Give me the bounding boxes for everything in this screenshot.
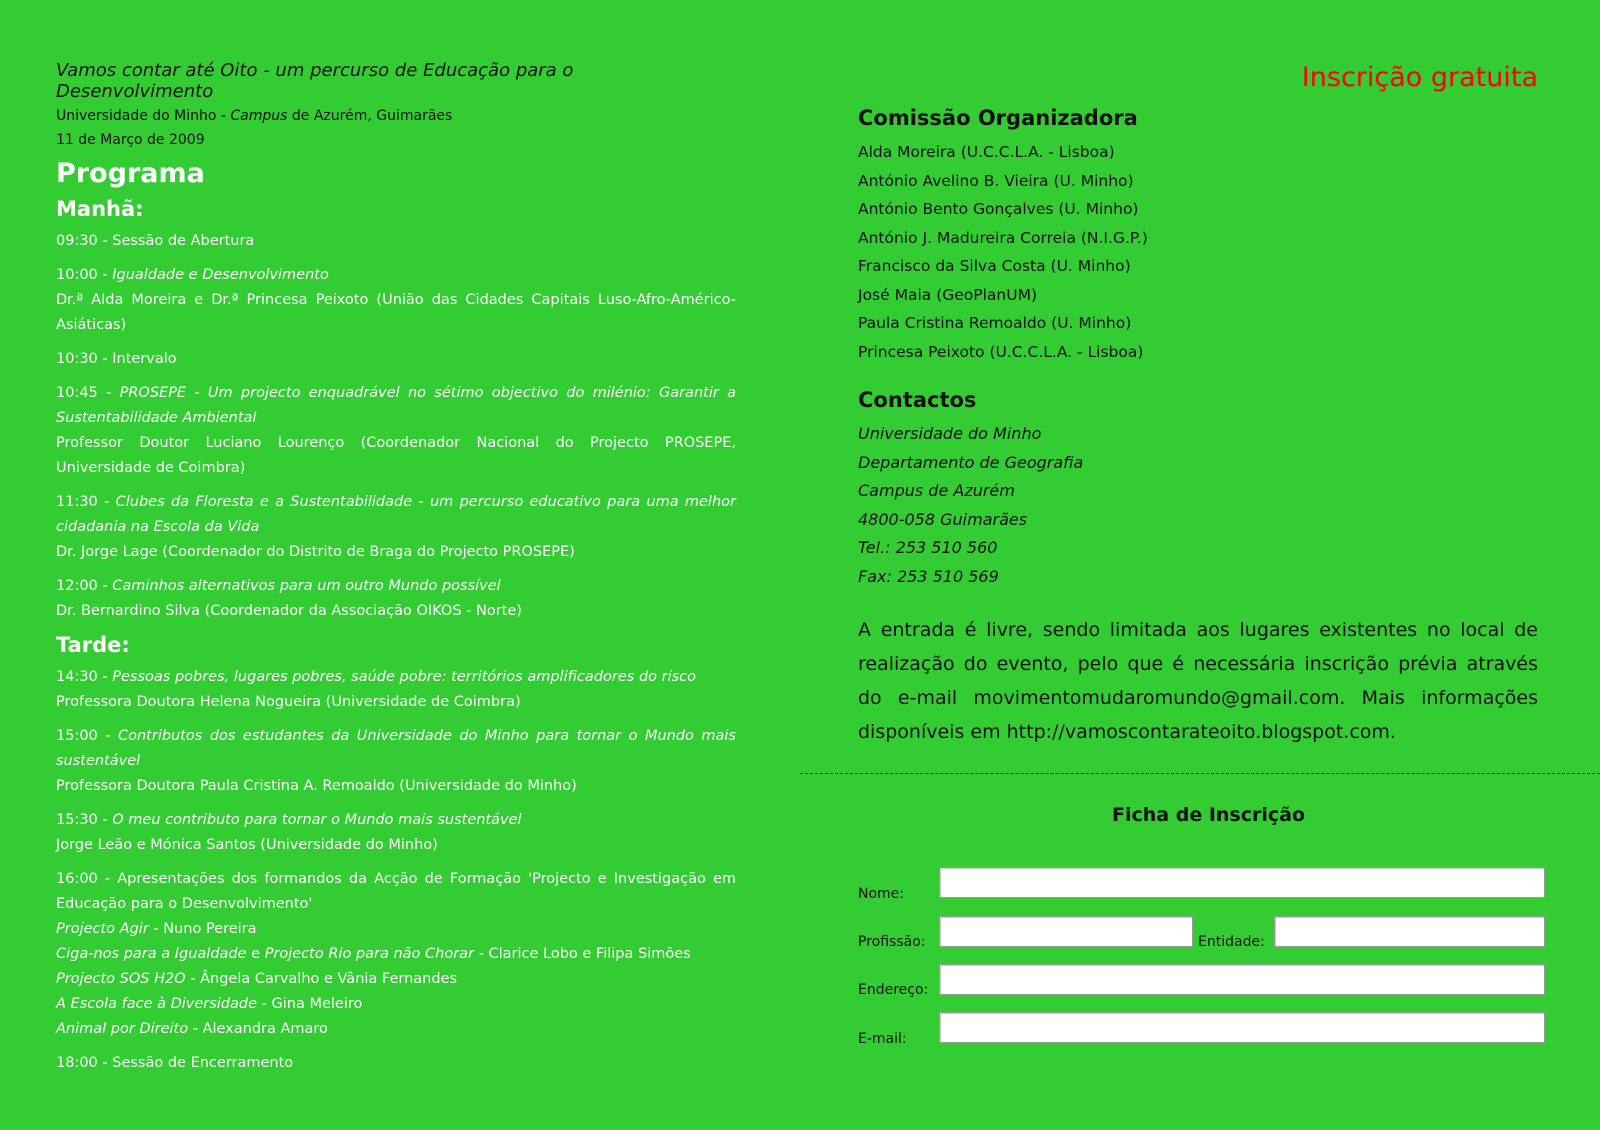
work-item [56, 942, 736, 967]
committee-member: António J. Madureira Correia (N.I.G.P.) [858, 228, 1148, 247]
program-title: Programa [56, 158, 205, 189]
item-time: 10:00 - [56, 267, 113, 283]
committee-member: António Bento Gonçalves (U. Minho) [858, 200, 1139, 218]
item-speaker: Jorge Leão e Mónica Santos (Universidade do Minho) [56, 837, 438, 853]
item-time: 10:30 - [56, 351, 113, 367]
item-label: Sessão de Abertura [112, 233, 255, 249]
item-talk-title: O meu contributo para tornar o Mundo mais sustentável [112, 812, 522, 828]
program-item [56, 574, 736, 624]
entry-note: A entrada é livre, sendo limitada aos lugares existentes no local de realização do evento, pelo que é necessária inscrição prévia através do e-mail movimentomudaromundo@gmail.com. Mais informações disponíveis em http://vamoscontarateoito.blogspot.com. [858, 619, 1538, 743]
address-field[interactable] [939, 964, 1545, 995]
event-title: Vamos contar até Oito - um percurso de Educação para o Desenvolvimento [56, 60, 574, 102]
item-talk-title: Pessoas pobres, lugares pobres, saúde pobre: territórios amplificadores do risco [112, 669, 697, 685]
morning-heading: Manhã: [56, 197, 144, 221]
committee-member: Paula Cristina Remoaldo (U. Minho) [858, 314, 1132, 332]
contact-line: Tel.: 253 510 560 [858, 538, 998, 557]
item-time: 14:30 - [56, 669, 113, 685]
work-authors: - Alexandra Amaro [188, 1021, 328, 1037]
contact-line: Campus de Azurém [858, 481, 1015, 500]
work-title: Animal por Direito [56, 1021, 189, 1037]
committee-list [858, 138, 1538, 366]
email-label: E-mail: [858, 1031, 907, 1047]
work-title: Projecto Rio para não Chorar [264, 946, 475, 962]
program-item [56, 347, 736, 372]
item-speaker: Dr. Bernardino Silva (Coordenador da Associação OIKOS - Norte) [56, 603, 522, 619]
item-label: Intervalo [112, 351, 177, 367]
works-list [56, 917, 736, 1042]
committee-member: António Avelino B. Vieira (U. Minho) [858, 171, 1134, 190]
contact-line: 4800-058 Guimarães [858, 509, 1028, 529]
item-talk-title: Igualdade e Desenvolvimento [112, 267, 329, 283]
work-item [56, 967, 736, 992]
name-field[interactable] [939, 867, 1545, 898]
program-item [56, 665, 736, 715]
program-item [56, 808, 736, 858]
item-speaker: Dr.ª Alda Moreira e Dr.ª Princesa Peixoto (União das Cidades Capitais Luso-Afro-Américo-Asiáticas) [56, 292, 736, 333]
afternoon-heading: Tarde: [56, 633, 130, 657]
form-title: Ficha de Inscrição [1112, 804, 1306, 826]
committee-member: Alda Moreira (U.C.C.L.A. - Lisboa) [858, 143, 1115, 161]
address-label: Endereço: [858, 982, 929, 998]
program-item [56, 263, 736, 338]
name-label: Nome: [858, 886, 905, 902]
workshop-item: 16:00 - Apresentações dos formandos da Acção de Formação 'Projecto e Investigação em Educação para o Desenvolvimento' Projecto Agir - Nuno Pereira Ciga-nos para a Igualdade e Projecto Rio para não Chorar - Clarice Lobo e Filipa Simões Projecto SOS H2O - Ângela Carvalho e Vânia Fernandes A Escola face à Diversidade - Gina Meleiro Animal por Direito - Alexandra Amaro [56, 867, 736, 1042]
work-item [56, 992, 736, 1017]
item-time: 11:30 - [56, 494, 116, 510]
cut-line [800, 773, 1600, 774]
work-title: Projecto SOS H2O [56, 971, 186, 987]
entity-field[interactable] [1274, 916, 1545, 947]
event-date: 11 de Março de 2009 [56, 132, 205, 148]
work-authors: - Nuno Pereira [148, 921, 257, 937]
item-speaker: Professor Doutor Luciano Lourenço (Coordenador Nacional do Projecto PROSEPE, Universidade de Coimbra) [56, 435, 736, 476]
contact-line: Fax: 253 510 569 [858, 566, 999, 586]
entity-label: Entidade: [1198, 934, 1265, 950]
program-item [56, 229, 736, 254]
event-venue: Universidade do Minho - Campus de Azurém, Guimarães [56, 108, 453, 124]
item-time: 15:30 - [56, 812, 113, 828]
committee-title: Comissão Organizadora [858, 106, 1138, 130]
work-title: Ciga-nos para a Igualdade [56, 946, 247, 962]
program-column [56, 56, 736, 1085]
item-speaker: Professora Doutora Paula Cristina A. Remoaldo (Universidade do Minho) [56, 778, 577, 794]
item-speaker: Professora Doutora Helena Nogueira (Universidade de Coimbra) [56, 694, 521, 710]
item-speaker: Dr. Jorge Lage (Coordenador do Distrito de Braga do Projecto PROSEPE) [56, 544, 575, 560]
contacts-list [858, 420, 1538, 591]
committee-member: Princesa Peixoto (U.C.C.L.A. - Lisboa) [858, 342, 1144, 361]
work-title: Projecto Agir [56, 921, 149, 937]
committee-member: Francisco da Silva Costa (U. Minho) [858, 257, 1131, 275]
item-time: 15:00 - [56, 728, 118, 744]
contacts-title: Contactos [858, 388, 977, 412]
program-item [56, 381, 736, 481]
item-talk-title: Caminhos alternativos para um outro Mundo possível [112, 578, 501, 594]
item-time: 10:45 - [56, 385, 120, 401]
work-item [56, 917, 736, 942]
committee-member: José Maia (GeoPlanUM) [858, 285, 1038, 304]
contact-line: Universidade do Minho [858, 424, 1042, 443]
email-field[interactable] [939, 1012, 1545, 1043]
item-talk-title: Contributos dos estudantes da Universidade do Minho para tornar o Mundo mais sustentável [56, 728, 736, 769]
work-conjunction: e [246, 946, 265, 962]
item-time: 09:30 - [56, 233, 113, 249]
info-column [858, 56, 1538, 749]
afternoon-list [56, 665, 736, 858]
item-time: 12:00 - [56, 578, 113, 594]
closing-item: 18:00 - Sessão de Encerramento [56, 1055, 294, 1071]
profession-label: Profissão: [858, 934, 926, 950]
profession-field[interactable] [939, 916, 1193, 947]
morning-list [56, 229, 736, 624]
free-registration-badge: Inscrição gratuita [1301, 62, 1538, 93]
work-item [56, 1017, 736, 1042]
program-item [56, 490, 736, 565]
work-authors: - Clarice Lobo e Filipa Simões [474, 946, 691, 962]
program-item [56, 724, 736, 799]
work-authors: - Gina Meleiro [257, 996, 363, 1012]
item-talk-title: PROSEPE - Um projecto enquadrável no sétimo objectivo do milénio: Garantir a Sustentabilidade Ambiental [56, 385, 736, 426]
work-title: A Escola face à Diversidade [56, 996, 258, 1012]
contact-line: Departamento de Geografia [858, 452, 1084, 472]
item-talk-title: Clubes da Floresta e a Sustentabilidade - um percurso educativo para uma melhor cidadania na Escola da Vida [56, 494, 736, 535]
work-authors: - Ângela Carvalho e Vânia Fernandes [185, 971, 458, 987]
